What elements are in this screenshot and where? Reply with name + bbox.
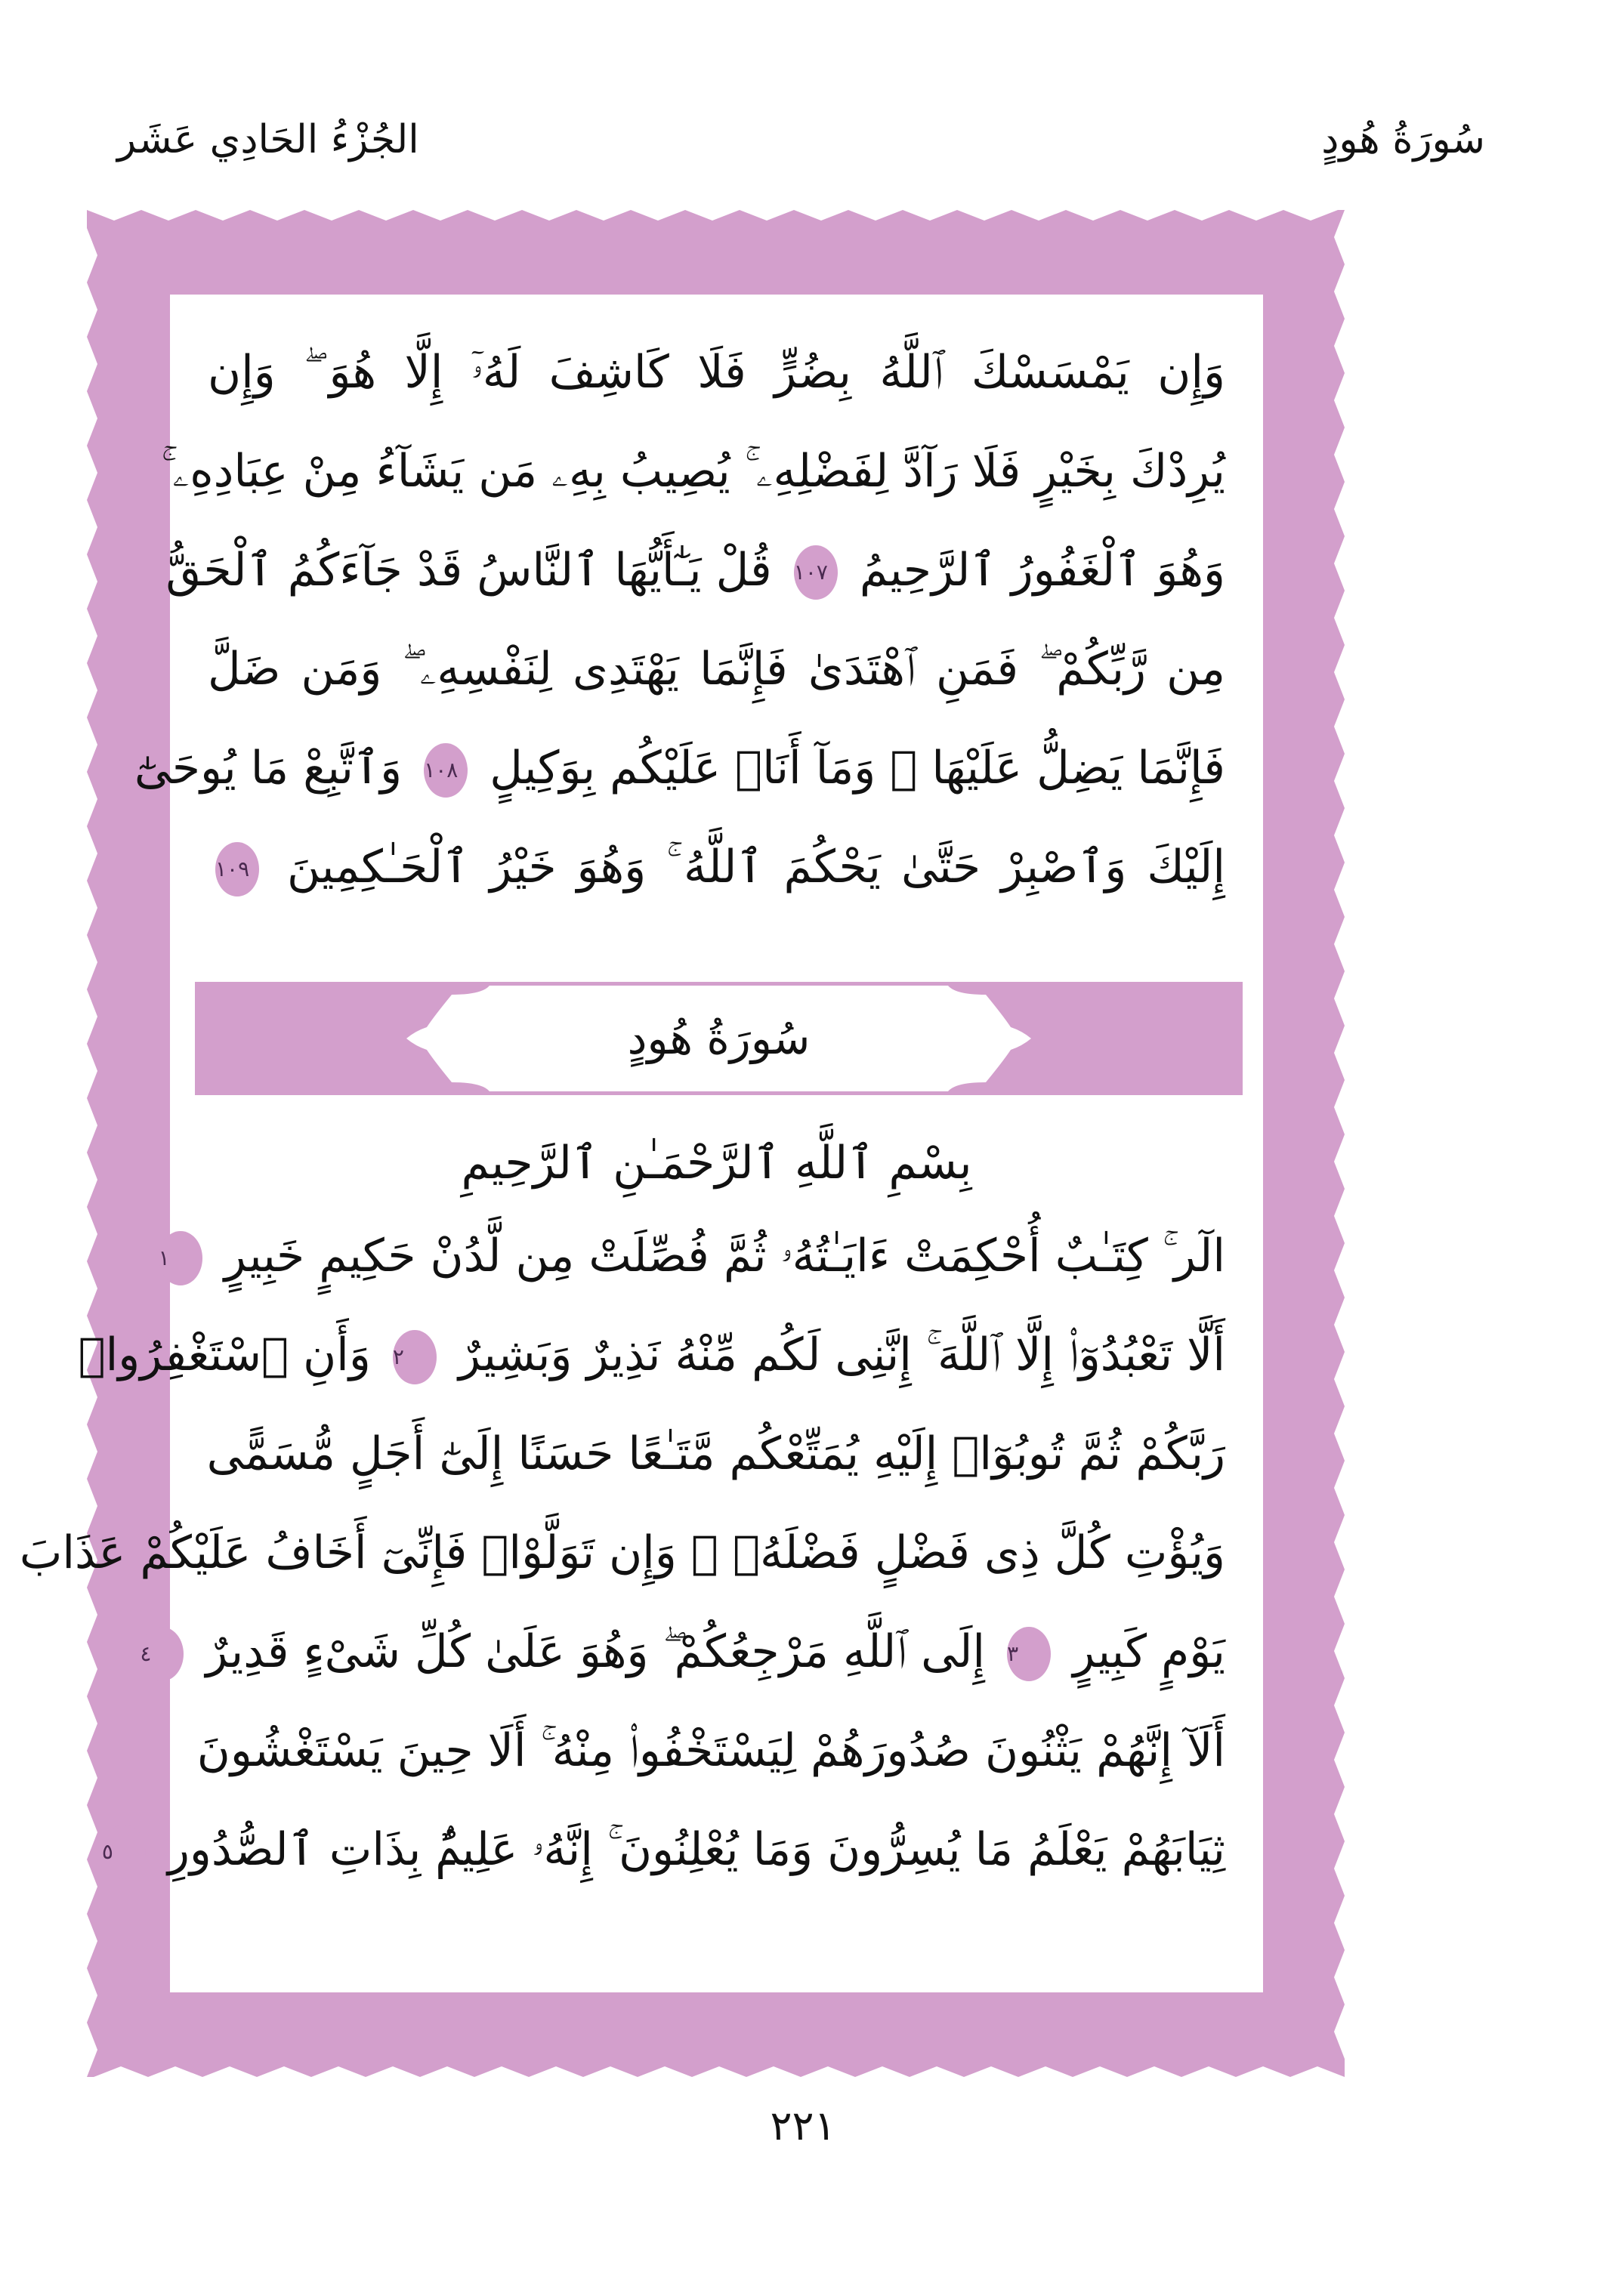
bottom_section-line: [19, 1511, 1225, 1594]
bottom_section-line: [208, 1412, 1225, 1495]
ayah-number-marker: ٤: [140, 1627, 184, 1681]
verse-text: وَٱتَّبِعْ مَا يُوحَىٰٓ: [134, 742, 417, 795]
lower-text-panel: [19, 295, 1263, 1992]
ayah-number-marker: ١: [159, 1231, 202, 1285]
verse-text: ثِيَابَهُمْ يَعْلَمُ مَا يُسِرُّونَ وَمَا يُعْلِنُونَ ۚ إِنَّهُۥ عَلِيمٌۢ بِذَاتِ ٱلصُّدُورِ: [153, 1823, 1225, 1876]
verse-text: وَهُوَ ٱلْغَفُورُ ٱلرَّحِيمُ: [845, 544, 1225, 597]
verse-text: أَلَّا تَعْبُدُوٓا۟ إِلَّا ٱللَّهَ ۚ إِنَّنِى لَكُم مِّنْهُ نَذِيرٌ وَبَشِيرٌ: [443, 1329, 1225, 1381]
verse-text: الٓر ۚ كِتَـٰبٌ أُحْكِمَتْ ءَايَـٰتُهُۥ ثُمَّ فُصِّلَتْ مِن لَّدُنْ حَكِيمٍ خَبِيرٍ: [209, 1230, 1225, 1282]
verse-text: مِن رَّبِّكُمْ ۖ فَمَنِ ٱهْتَدَىٰ فَإِنَّمَا يَهْتَدِى لِنَفْسِهِۦ ۖ وَمَن ضَلَّ: [208, 643, 1225, 696]
ayah-number-marker: ٥: [102, 1825, 146, 1879]
juz-name-header: الجُزْءُ الحَادِي عَشَر: [117, 117, 419, 162]
verse-text: وَأَنِ ٱسْتَغْفِرُوا۟: [78, 1329, 385, 1381]
ayah-number-marker: ١٠٩: [215, 842, 259, 896]
bottom_section-line: [196, 1709, 1225, 1792]
verse-text: إِلَى ٱللَّهِ مَرْجِعُكُمْ ۖ وَهُوَ عَلَىٰ كُلِّ شَىْءٍ قَدِيرٌ: [191, 1625, 1000, 1678]
bottom_section-line: [140, 1610, 1225, 1693]
verse-text: يَوْمٍ كَبِيرٍ: [1058, 1625, 1225, 1678]
ayah-number-marker: ٢: [393, 1330, 437, 1384]
surah-name-header: سُورَةُ هُودٍ: [1321, 117, 1485, 162]
page-number: ٢٢١: [770, 2102, 836, 2149]
basmala: بِسْمِ ٱللَّهِ ٱلرَّحْمَـٰنِ ٱلرَّحِيمِ: [461, 1137, 972, 1190]
ayah-number-marker: ٣: [1007, 1627, 1051, 1681]
bottom_section-line: [158, 1214, 1225, 1298]
verse-text: وَيُؤْتِ كُلَّ ذِى فَضْلٍ فَضْلَهُۥ ۖ وَإِن تَوَلَّوْا۟ فَإِنِّىٓ أَخَافُ عَلَيْكُمْ عَذَابَ: [19, 1526, 1225, 1579]
ayah-number-marker: ١٠٧: [794, 545, 838, 600]
verse-text: فَإِنَّمَا يَضِلُّ عَلَيْهَا ۖ وَمَآ أَنَا۠ عَلَيْكُم بِوَكِيلٍ: [475, 742, 1225, 795]
bottom_section-line: [78, 1313, 1225, 1396]
verse-text: قُلْ يَـٰٓأَيُّهَا ٱلنَّاسُ قَدْ جَآءَكُمُ ٱلْحَقُّ: [165, 544, 786, 597]
verse-text: إِلَيْكَ وَٱصْبِرْ حَتَّىٰ يَحْكُمَ ٱللَّهُ ۚ وَهُوَ خَيْرُ ٱلْحَـٰكِمِينَ: [267, 841, 1225, 893]
verse-text: يُرِدْكَ بِخَيْرٍ فَلَا رَآدَّ لِفَضْلِهِۦ ۚ يُصِيبُ بِهِۦ مَن يَشَآءُ مِنْ عِبَادِهِۦ ۚ: [161, 445, 1225, 498]
ayah-number-marker: ١٠٨: [424, 743, 468, 798]
verse-text: رَبَّكُمْ ثُمَّ تُوبُوٓا۟ إِلَيْهِ يُمَتِّعْكُم مَّتَـٰعًا حَسَنًا إِلَىٰٓ أَجَلٍ مُّسَمًّى: [206, 1427, 1225, 1480]
surah-title: سُورَةُ هُودٍ: [627, 1013, 811, 1064]
verse-text: أَلَآ إِنَّهُمْ يَثْنُونَ صُدُورَهُمْ لِيَسْتَخْفُوا۟ مِنْهُ ۚ أَلَا حِينَ يَسْتَغْشُونَ: [196, 1724, 1225, 1777]
bottom_section-line: [101, 1808, 1225, 1891]
verse-text: وَإِن يَمْسَسْكَ ٱللَّهُ بِضُرٍّ فَلَا كَاشِفَ لَهُۥٓ إِلَّا هُوَ ۖ وَإِن: [208, 346, 1225, 399]
